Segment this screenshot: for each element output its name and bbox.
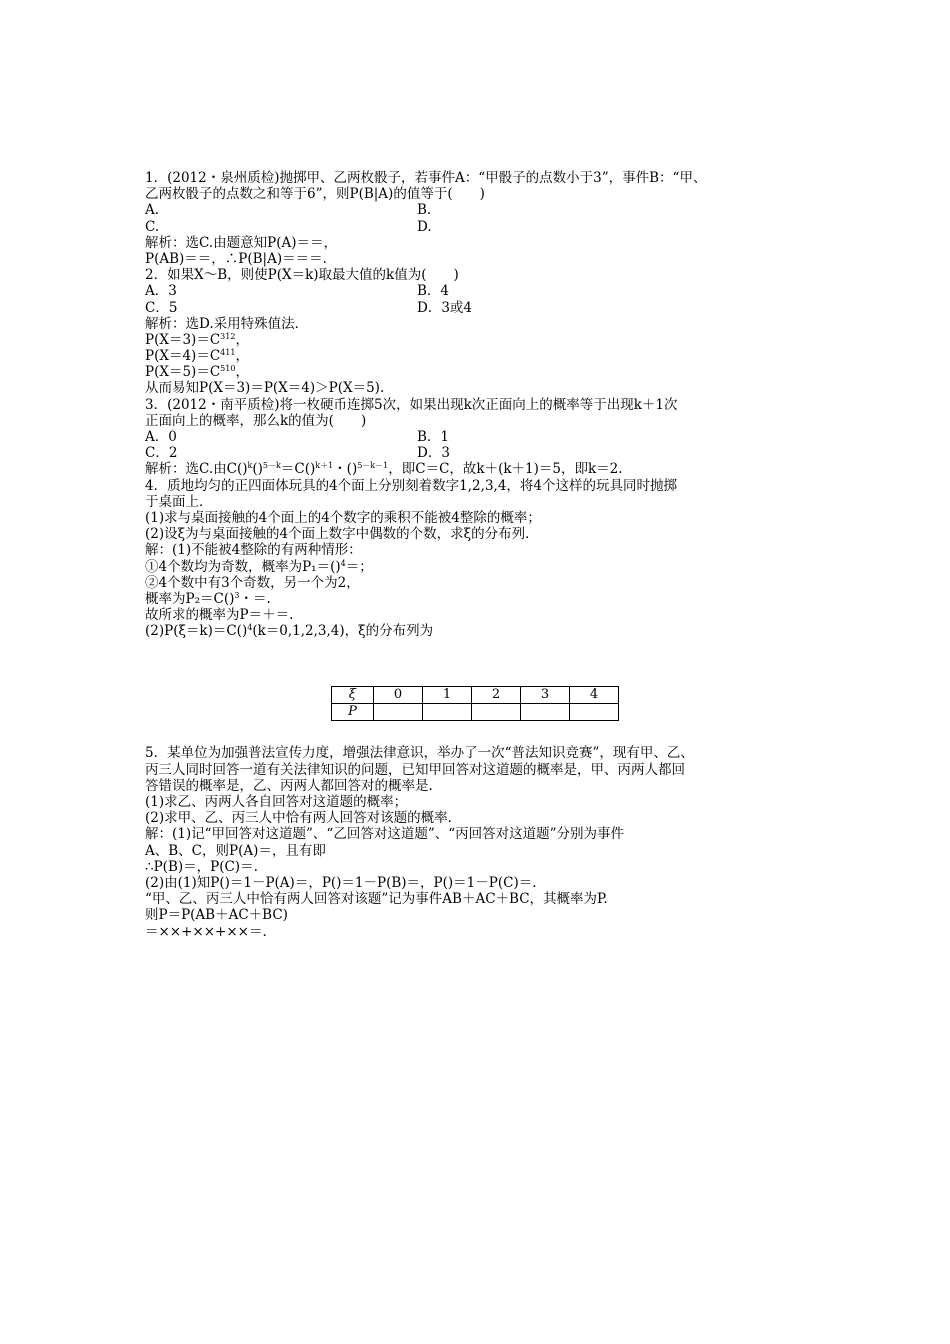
- question-4-solution-line-3: ②4个数中有3个奇数，另一个为2，: [145, 574, 360, 591]
- question-5-stem-line-1: 5．某单位为加强普法宣传力度，增强法律意识，举办了一次“普法知识竞赛”，现有甲、乙、: [145, 745, 694, 762]
- question-2-solution-line-3: [145, 348, 825, 364]
- formula-text: 概率为P₂＝C(): [145, 590, 235, 607]
- question-5: [145, 745, 825, 939]
- question-3-stem-line-2: 正面向上的概率，那么k的值为( ): [145, 412, 367, 429]
- table-cell: 2: [472, 687, 521, 704]
- superscript: 5－k: [262, 461, 281, 471]
- question-5-stem-line-3: 答错误的概率是，乙、丙两人都回答对的概率是.: [145, 777, 433, 794]
- formula-text: ＝C(): [280, 461, 316, 478]
- superscript: k: [247, 461, 253, 471]
- formula-text: ，: [235, 348, 249, 365]
- table-cell: 4: [570, 687, 619, 704]
- formula-text: (k＝0,1,2,3,4)，ξ的分布列为: [252, 623, 434, 640]
- question-4-solution-line-5: 故所求的概率为P＝＋＝.: [145, 607, 294, 624]
- option-a: A．3: [145, 283, 177, 300]
- question-4-stem-line-2: 于桌面上．: [145, 493, 213, 510]
- question-5-solution-line-7: ＝××+××+××＝.: [145, 923, 267, 940]
- question-1-options-row-1: [145, 202, 825, 218]
- question-3-stem-line-1: 3．(2012・南平质检)将一枚硬币连掷5次，如果出现k次正面向上的概率等于出现k＋1次: [145, 396, 678, 413]
- question-2-solution-line-1: 解析：选D.采用特殊值法．: [145, 315, 309, 332]
- formula-text: (2)P(ξ＝k)＝C(): [145, 623, 248, 640]
- option-b: B．1: [417, 429, 450, 445]
- table-cell: [472, 704, 521, 721]
- question-4-part-1: (1)求与桌面接触的4个面上的4个数字的乘积不能被4整除的概率；: [145, 509, 541, 526]
- question-5-solution-line-4: (2)由(1)知P()＝1－P(A)＝，P()＝1－P(B)＝，P()＝1－P(C)＝.: [145, 874, 537, 891]
- formula-text: P(X＝5)＝C: [145, 364, 221, 381]
- option-b: B．4: [417, 283, 450, 300]
- question-4: [145, 478, 825, 746]
- table-cell: 3: [521, 687, 570, 704]
- table-cell: [570, 704, 619, 721]
- formula-text: ，即C＝C，故k＋(k＋1)＝5，即k＝2.: [388, 461, 623, 478]
- superscript: 312: [220, 331, 236, 341]
- formula-text: ，: [235, 364, 249, 381]
- question-4-solution-line-1: 解：(1)不能被4整除的有两种情形：: [145, 542, 362, 559]
- question-4-solution-line-4: [145, 591, 825, 607]
- question-5-part-2: (2)求甲、乙、丙三人中恰有两人回答对该题的概率．: [145, 810, 462, 827]
- question-3-options-row-1: [145, 429, 825, 445]
- table-row: [332, 687, 619, 704]
- question-3-options-row-2: [145, 445, 825, 461]
- option-a: A．0: [145, 429, 177, 445]
- question-2-stem: 2．如果X～B，则使P(X＝k)取最大值的k值为( ): [145, 267, 459, 284]
- spacer: [145, 721, 825, 745]
- option-d: D.: [417, 218, 432, 235]
- option-c: C．2: [145, 445, 178, 462]
- table-cell: [521, 704, 570, 721]
- question-2-solution-line-2: [145, 332, 825, 348]
- question-4-stem-line-1: 4．质地均匀的正四面体玩具的4个面上分别刻着数字1,2,3,4，将4个这样的玩具同时抛掷: [145, 477, 677, 494]
- question-4-solution-line-6: [145, 623, 825, 639]
- superscript: 4: [340, 558, 346, 568]
- document-body: [145, 170, 825, 940]
- question-4-part-2: (2)设ξ为与桌面接触的4个面上数字中偶数的个数，求ξ的分布列．: [145, 526, 539, 543]
- option-a: A.: [145, 202, 160, 219]
- question-2-solution-line-4: [145, 364, 825, 380]
- question-2-options-row-1: [145, 283, 825, 299]
- formula-text: ＝；: [345, 558, 373, 575]
- superscript: 4: [247, 623, 253, 633]
- question-3-solution: [145, 461, 825, 477]
- question-1: [145, 170, 825, 267]
- option-d: D．3: [417, 445, 450, 462]
- question-5-solution-line-3: ∴P(B)＝，P(C)＝.: [145, 858, 258, 875]
- question-2-solution-line-5: 从而易知P(X＝3)＝P(X＝4)＞P(X＝5).: [145, 380, 385, 397]
- question-4-solution-line-2: [145, 559, 825, 575]
- question-2: [145, 267, 825, 397]
- question-1-options-row-2: [145, 219, 825, 235]
- question-1-stem-line-2: 乙两枚骰子的点数之和等于6”，则P(B|A)的值等于( ): [145, 186, 485, 203]
- superscript: k＋1: [315, 461, 334, 471]
- question-3: [145, 397, 825, 478]
- question-5-solution-line-1: 解：(1)记“甲回答对这道题”、“乙回答对这道题”、“丙回答对这道题”分别为事件: [145, 826, 625, 843]
- question-1-stem-line-1: 1．(2012・泉州质检)抛掷甲、乙两枚骰子，若事件A：“甲骰子的点数小于3”，事件B：“甲、: [145, 170, 707, 186]
- formula-text: (): [252, 461, 263, 478]
- superscript: 411: [220, 348, 236, 358]
- option-d: D．3或4: [417, 299, 473, 316]
- question-5-solution-line-6: 则P＝P(AB＋AC＋BC): [145, 907, 288, 924]
- table-cell: 0: [374, 687, 423, 704]
- option-b: B.: [417, 202, 432, 219]
- table-header-cell: P: [332, 704, 374, 721]
- question-5-solution-line-2: A、B、C，则P(A)＝，且有即: [145, 842, 326, 859]
- formula-text: ①4个数均为奇数，概率为P₁＝(): [145, 558, 341, 575]
- formula-text: ・(): [333, 461, 358, 478]
- superscript: 3: [234, 590, 240, 600]
- formula-text: ・＝.: [239, 590, 271, 607]
- spacer: [145, 639, 825, 686]
- question-1-solution-line-2: P(AB)＝＝，∴P(B|A)＝＝＝.: [145, 250, 327, 267]
- table-cell: [374, 704, 423, 721]
- formula-text: ，: [235, 331, 249, 348]
- table-cell: [423, 704, 472, 721]
- table-header-cell: ξ: [332, 687, 374, 704]
- formula-text: 解析：选C.由C(): [145, 461, 248, 478]
- superscript: 510: [220, 364, 236, 374]
- option-c: C.: [145, 218, 160, 235]
- question-1-solution-line-1: 解析：选C.由题意知P(A)＝＝，: [145, 234, 338, 251]
- table-cell: 1: [423, 687, 472, 704]
- formula-text: P(X＝4)＝C: [145, 348, 221, 365]
- superscript: 5－k－1: [357, 461, 389, 471]
- question-5-stem-line-2: 丙三人同时回答一道有关法律知识的问题，已知甲回答对这道题的概率是，甲、丙两人都回: [145, 761, 685, 778]
- question-5-solution-line-5: “甲、乙、丙三人中恰有两人回答对该题”记为事件AB＋AC＋BC，其概率为P.: [145, 891, 608, 908]
- formula-text: P(X＝3)＝C: [145, 331, 221, 348]
- distribution-table: [331, 686, 619, 721]
- question-2-options-row-2: [145, 300, 825, 316]
- table-row: [332, 704, 619, 721]
- question-5-part-1: (1)求乙、丙两人各自回答对这道题的概率；: [145, 794, 408, 810]
- option-c: C．5: [145, 299, 178, 316]
